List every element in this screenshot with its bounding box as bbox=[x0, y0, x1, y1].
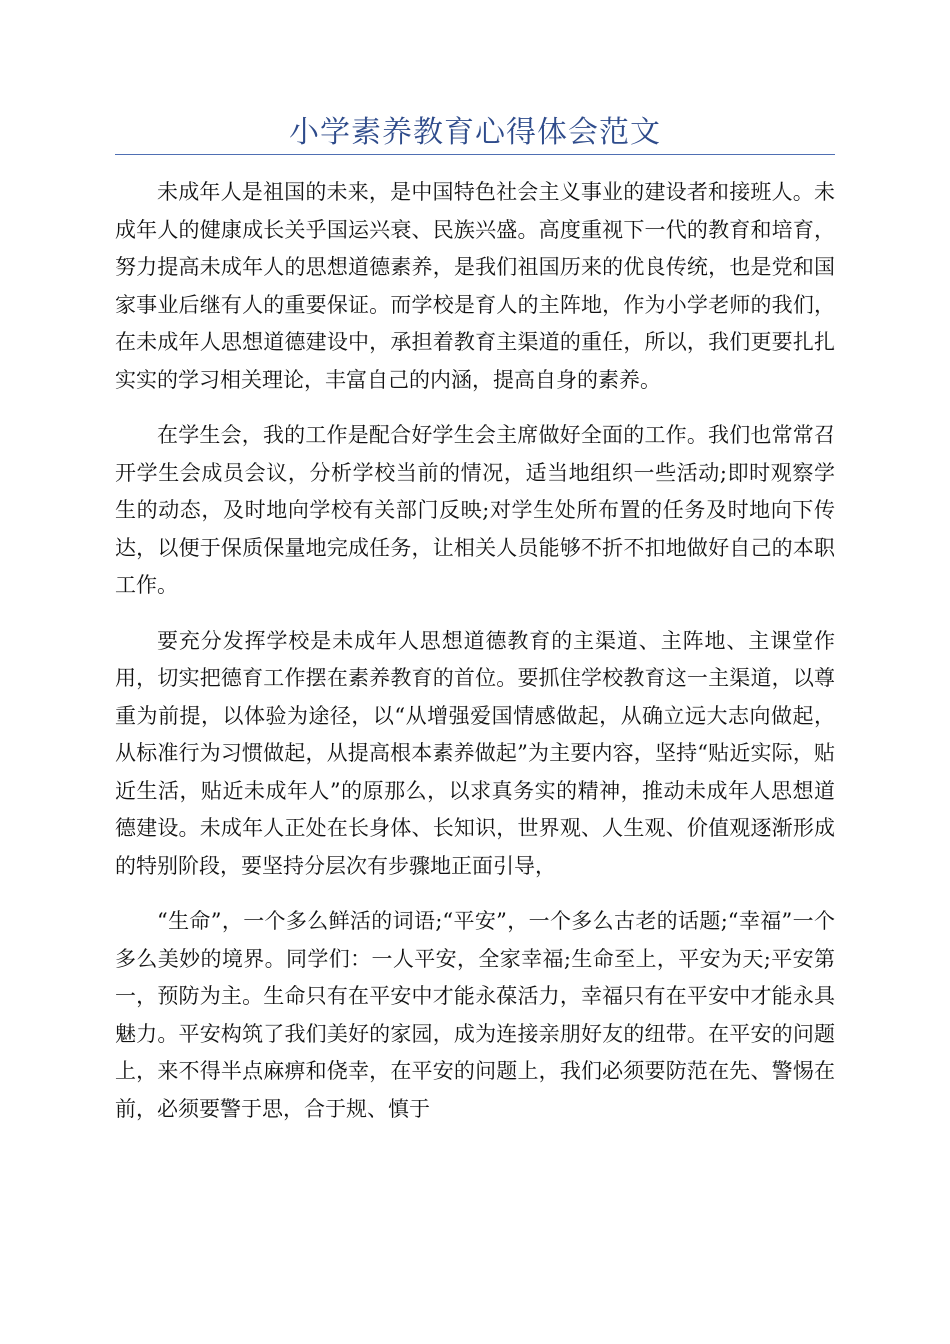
document-body bbox=[115, 174, 835, 1146]
paragraph-2: 在学生会，我的工作是配合好学生会主席做好全面的工作。我们也常常召开学生会成员会议，分析学校当前的情况，适当地组织一些活动;即时观察学生的动态，及时地向学校有关部门反映;对学生处所布置的任务及时地向下传达，以便于保质保量地完成任务，让相关人员能够不折不扣地做好自己的本职工作。 bbox=[115, 423, 835, 597]
document-title: 小学素养教育心得体会范文 bbox=[289, 115, 661, 150]
title-underline bbox=[115, 154, 835, 155]
paragraph-1: 未成年人是祖国的未来，是中国特色社会主义事业的建设者和接班人。未成年人的健康成长关乎国运兴衰、民族兴盛。高度重视下一代的教育和培育，努力提高未成年人的思想道德素养，是我们祖国历来的优良传统，也是党和国家事业后继有人的重要保证。而学校是育人的主阵地，作为小学老师的我们，在未成年人思想道德建设中，承担着教育主渠道的重任，所以，我们更要扎扎实实的学习相关理论，丰富自己的内涵，提高自身的素养。 bbox=[115, 180, 835, 392]
paragraph-4: “生命”，一个多么鲜活的词语;“平安”，一个多么古老的话题;“幸福”一个多么美妙的境界。同学们：一人平安，全家幸福;生命至上，平安为天;平安第一，预防为主。生命只有在平安中才能永葆活力，幸福只有在平安中才能永具魅力。平安构筑了我们美好的家园，成为连接亲朋好友的纽带。在平安的问题上，来不得半点麻痹和侥幸，在平安的问题上，我们必须要防范在先、警惕在前，必须要警于思，合于规、慎于 bbox=[115, 909, 835, 1121]
paragraph-3: 要充分发挥学校是未成年人思想道德教育的主渠道、主阵地、主课堂作用，切实把德育工作摆在素养教育的首位。要抓住学校教育这一主渠道，以尊重为前提，以体验为途径，以“从增强爱国情感做起，从确立远大志向做起，从标准行为习惯做起，从提高根本素养做起”为主要内容，坚持“贴近实际，贴近生活，贴近未成年人”的原那么，以求真务实的精神，推动未成年人思想道德建设。未成年人正处在长身体、长知识，世界观、人生观、价值观逐渐形成的特别阶段，要坚持分层次有步骤地正面引导， bbox=[115, 628, 835, 878]
